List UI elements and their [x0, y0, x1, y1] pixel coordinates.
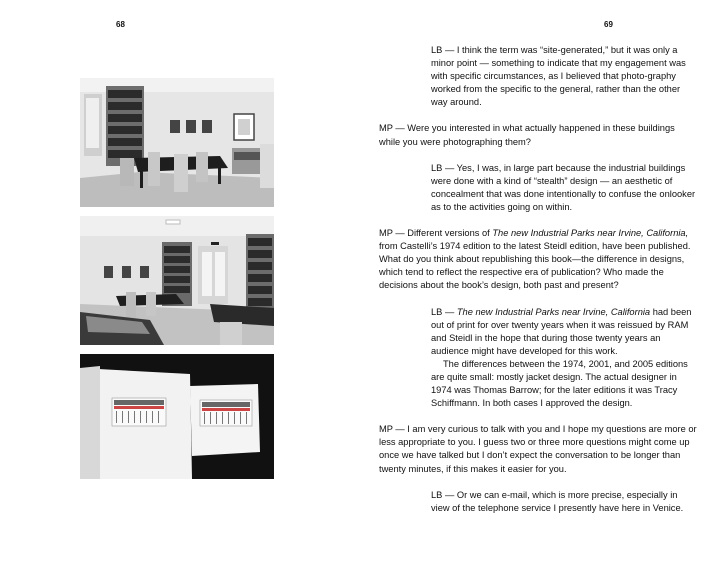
page-number-left: 68 [116, 20, 125, 29]
paragraph-lb-2: LB — Yes, I was, in large part because the industrial buildings were done with a kind of “stealth” design — an aesthetic of concealment that was done intentionally to confuse the onlooker as to the activities going on within. [431, 162, 696, 212]
paragraph-mp-2 [379, 227, 697, 292]
library-photo-2 [80, 216, 274, 345]
lb-3-part-2: The differences between the 1974, 2001, and 2005 editions are quite small: mostly jacket design. The actual designer in 1974 was Thomas Barrow; for the later editions it was Tracy Schiffmann. In both cases I approved the design. [431, 358, 688, 409]
paragraph-lb-1: LB — I think the term was “site-generated,” but it was only a minor point — something to indicate that my engagement was with specific circumstances, as I believed that photo-graphy worked from the specific to the general, rather than the other way around. [431, 45, 686, 108]
lb-3-part-1 [431, 306, 697, 358]
lb-3-lead: LB — [431, 306, 457, 317]
book-title: The new Industrial Parks near Irvine, California, [492, 228, 689, 239]
mp-2-rest: from Castelli’s 1974 edition to the latest Steidl edition, have been published. What do you think about republishing this book—the difference in designs, which tend to reflect the respective era of publication? Who made the decisions about the book’s design, both past and present? [379, 241, 691, 291]
books-photo [80, 354, 274, 479]
lb-3-rest: had been out of print for over twenty years when it was reissued by RAM and Steidl in the hope that during those twenty years an audience might have developed for this work. [431, 306, 692, 356]
mp-2-lead: MP — Different versions of [379, 228, 493, 239]
paragraph-mp-3: MP — I am very curious to talk with you and I hope my questions are more or less appropriate to you. I guess two or three more questions might come up once we have talked but I don’t expect the conversation to be longer than twenty minutes, if this makes it easier for you. [379, 424, 697, 474]
page-number-right: 69 [604, 20, 613, 29]
library-photo-1 [80, 78, 274, 207]
paragraph-lb-4: LB — Or we can e-mail, which is more precise, especially in view of the telephone service I presently have here in Venice. [431, 489, 684, 513]
paragraph-mp-1: MP — Were you interested in what actually happened in these buildings while you were photographing them? [379, 123, 675, 147]
paragraph-lb-3 [431, 306, 697, 411]
interview-text [379, 44, 697, 528]
book-title-2: The new Industrial Parks near Irvine, California [456, 306, 651, 317]
